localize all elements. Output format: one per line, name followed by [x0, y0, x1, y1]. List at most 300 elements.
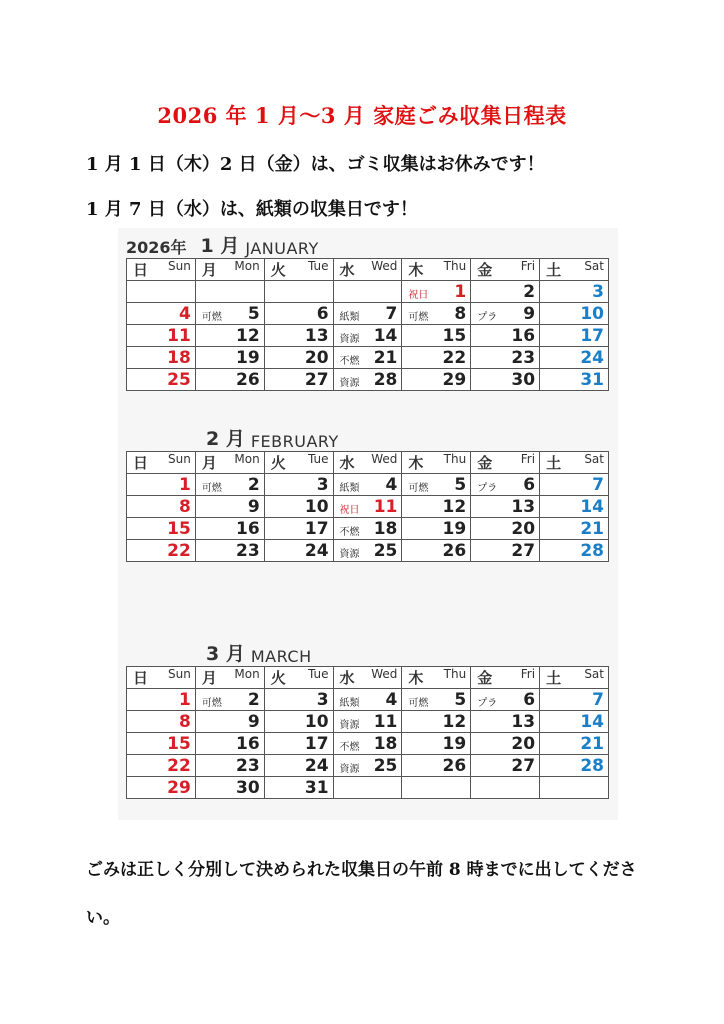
- day-cell: [264, 755, 333, 777]
- collection-label: 不燃: [339, 527, 360, 538]
- day-number: 16: [236, 518, 260, 539]
- day-number: 1: [179, 474, 191, 495]
- weekday-en: Sun: [168, 452, 191, 466]
- day-number: 10: [304, 496, 329, 517]
- day-number: 31: [304, 777, 329, 798]
- day-cell: [127, 689, 196, 711]
- week-row: [127, 777, 609, 799]
- collection-label: 可燃: [201, 698, 222, 709]
- week-row: [127, 496, 609, 518]
- weekday-header-friday: [471, 259, 540, 281]
- weekday-jp: 月: [201, 454, 217, 472]
- day-cell: [333, 755, 402, 777]
- day-number: 18: [373, 518, 398, 539]
- weekday-header-thursday: [402, 452, 471, 474]
- day-cell: [471, 303, 540, 325]
- calendar-march: [126, 640, 609, 799]
- weekday-jp: 金: [477, 261, 493, 279]
- day-number: 1: [454, 281, 467, 302]
- month-english: FEBRUARY: [250, 432, 339, 451]
- collection-label: 紙類: [339, 698, 360, 709]
- calendar-grid: [126, 451, 609, 562]
- weekday-jp: 水: [339, 261, 355, 279]
- day-number: 15: [442, 325, 467, 346]
- collection-label: 祝日: [408, 290, 429, 301]
- weekday-en: Tue: [308, 259, 329, 273]
- day-number: 2: [247, 689, 260, 710]
- weekday-en: Tue: [308, 452, 329, 466]
- weekday-header-monday: [195, 667, 264, 689]
- weekday-jp: 土: [546, 261, 562, 279]
- day-cell: [471, 777, 540, 799]
- day-cell: [195, 540, 264, 562]
- weekday-header-thursday: [402, 667, 471, 689]
- weekday-header-row: [127, 452, 609, 474]
- weekday-header-tuesday: [264, 259, 333, 281]
- weekday-jp: 火: [270, 261, 286, 279]
- day-number: 2: [523, 281, 536, 302]
- paper-collection-notice: 1 月 7 日（水）は、紙類の収集日です！: [86, 199, 418, 220]
- day-cell: [195, 325, 264, 347]
- day-number: 28: [580, 540, 604, 561]
- weekday-en: Mon: [234, 452, 260, 466]
- day-cell: [333, 325, 402, 347]
- day-number: 28: [580, 755, 604, 776]
- day-number: 24: [580, 347, 604, 368]
- weekday-header-wednesday: [333, 667, 402, 689]
- collection-label: 可燃: [201, 312, 222, 323]
- day-cell: [402, 518, 471, 540]
- day-cell: [471, 689, 540, 711]
- day-cell: [195, 496, 264, 518]
- weekday-jp: 日: [133, 669, 149, 687]
- day-cell: [402, 711, 471, 733]
- day-number: 21: [580, 518, 604, 539]
- day-cell: [333, 369, 402, 391]
- weekday-header-monday: [195, 259, 264, 281]
- day-number: 2: [247, 474, 260, 495]
- day-number: 31: [580, 369, 604, 390]
- day-cell: [333, 347, 402, 369]
- day-number: 9: [523, 303, 536, 324]
- month-label: 3 月: [206, 643, 245, 665]
- day-cell: [333, 711, 402, 733]
- day-cell: [127, 755, 196, 777]
- day-number: 13: [511, 711, 536, 732]
- day-number: 30: [236, 777, 260, 798]
- day-cell: [402, 325, 471, 347]
- day-number: 28: [373, 369, 398, 390]
- disposal-instructions: ごみは正しく分別して決められた収集日の午前 8 時までに出してください。: [86, 860, 637, 928]
- day-number: 22: [167, 755, 191, 776]
- day-cell: [402, 369, 471, 391]
- day-cell: [195, 711, 264, 733]
- day-number: 24: [304, 755, 329, 776]
- day-cell: [264, 325, 333, 347]
- weekday-en: Sat: [584, 452, 604, 466]
- day-number: 25: [373, 540, 398, 561]
- day-cell: [471, 369, 540, 391]
- week-row: [127, 369, 609, 391]
- day-cell: [540, 369, 609, 391]
- weekday-jp: 木: [408, 454, 424, 472]
- weekday-header-saturday: [540, 452, 609, 474]
- day-cell: [195, 303, 264, 325]
- week-row: [127, 474, 609, 496]
- day-cell: [471, 496, 540, 518]
- day-cell: [540, 689, 609, 711]
- calendar-february: [126, 425, 609, 562]
- day-cell: [127, 347, 196, 369]
- day-number: 7: [592, 689, 604, 710]
- weekday-en: Sun: [168, 667, 191, 681]
- day-cell: [127, 303, 196, 325]
- day-cell: [127, 474, 196, 496]
- day-number: 8: [179, 496, 191, 517]
- day-cell: [402, 689, 471, 711]
- day-number: 7: [592, 474, 604, 495]
- weekday-en: Wed: [371, 452, 398, 466]
- collection-label: 可燃: [408, 698, 429, 709]
- day-number: 7: [385, 303, 398, 324]
- day-cell: [540, 347, 609, 369]
- day-number: 5: [454, 689, 467, 710]
- weekday-header-monday: [195, 452, 264, 474]
- collection-label: 資源: [339, 549, 360, 560]
- day-number: 11: [373, 496, 398, 517]
- day-cell: [333, 303, 402, 325]
- week-row: [127, 518, 609, 540]
- day-number: 23: [236, 540, 260, 561]
- day-cell: [264, 496, 333, 518]
- day-number: 3: [316, 689, 329, 710]
- day-number: 8: [179, 711, 191, 732]
- day-cell: [540, 755, 609, 777]
- week-row: [127, 303, 609, 325]
- weekday-jp: 木: [408, 669, 424, 687]
- day-cell: [264, 474, 333, 496]
- day-number: 24: [304, 540, 329, 561]
- collection-label: 資源: [339, 764, 360, 775]
- day-number: 21: [373, 347, 398, 368]
- week-row: [127, 711, 609, 733]
- day-number: 14: [580, 711, 604, 732]
- day-cell: [540, 777, 609, 799]
- day-number: 1: [179, 689, 191, 710]
- weekday-jp: 金: [477, 669, 493, 687]
- collection-label: 可燃: [408, 483, 429, 494]
- weekday-header-row: [127, 259, 609, 281]
- day-number: 22: [167, 540, 191, 561]
- weekday-jp: 日: [133, 261, 149, 279]
- weekday-jp: 金: [477, 454, 493, 472]
- day-cell: [471, 347, 540, 369]
- weekday-header-friday: [471, 452, 540, 474]
- weekday-header-sunday: [127, 259, 196, 281]
- day-cell: [264, 733, 333, 755]
- day-cell: [127, 518, 196, 540]
- day-number: 26: [236, 369, 260, 390]
- weekday-header-row: [127, 667, 609, 689]
- day-cell: [471, 474, 540, 496]
- day-cell: [195, 689, 264, 711]
- day-number: 6: [523, 689, 536, 710]
- week-row: [127, 347, 609, 369]
- weekday-en: Thu: [443, 259, 467, 273]
- day-cell: [264, 711, 333, 733]
- day-cell: [127, 325, 196, 347]
- collection-label: 紙類: [339, 483, 360, 494]
- day-cell: [540, 518, 609, 540]
- day-cell: [264, 303, 333, 325]
- day-number: 13: [511, 496, 536, 517]
- weekday-en: Tue: [308, 667, 329, 681]
- day-number: 17: [304, 733, 329, 754]
- day-cell: [402, 733, 471, 755]
- day-number: 5: [247, 303, 260, 324]
- day-number: 14: [373, 325, 398, 346]
- day-number: 23: [236, 755, 260, 776]
- day-number: 14: [580, 496, 604, 517]
- day-cell: [264, 540, 333, 562]
- day-cell: [127, 369, 196, 391]
- day-cell: [333, 518, 402, 540]
- day-cell: [195, 369, 264, 391]
- month-label: 1 月: [200, 235, 240, 257]
- day-cell: [264, 689, 333, 711]
- day-cell: [471, 518, 540, 540]
- day-number: 20: [511, 733, 536, 754]
- month-english: MARCH: [250, 647, 312, 666]
- day-number: 16: [511, 325, 536, 346]
- weekday-jp: 木: [408, 261, 424, 279]
- collection-label: 資源: [339, 334, 360, 345]
- collection-label: 可燃: [201, 483, 222, 494]
- day-cell: [333, 689, 402, 711]
- calendar-header: [126, 232, 609, 258]
- day-number: 27: [511, 755, 536, 776]
- weekday-jp: 日: [133, 454, 149, 472]
- weekday-en: Wed: [371, 259, 398, 273]
- day-cell: [540, 281, 609, 303]
- collection-label: 祝日: [339, 505, 360, 516]
- weekday-header-tuesday: [264, 667, 333, 689]
- collection-label: プラ: [477, 483, 498, 494]
- weekday-en: Fri: [520, 452, 536, 466]
- day-number: 22: [442, 347, 467, 368]
- weekday-en: Sat: [584, 259, 604, 273]
- day-cell: [540, 711, 609, 733]
- collection-label: 不燃: [339, 742, 360, 753]
- day-number: 4: [385, 474, 398, 495]
- day-cell: [264, 369, 333, 391]
- weekday-jp: 水: [339, 454, 355, 472]
- weekday-jp: 火: [270, 454, 286, 472]
- month-label: 2 月: [206, 428, 245, 450]
- day-cell: [264, 281, 333, 303]
- weekday-header-saturday: [540, 667, 609, 689]
- day-number: 29: [167, 777, 191, 798]
- day-cell: [471, 755, 540, 777]
- collection-label: プラ: [477, 312, 498, 323]
- day-cell: [127, 496, 196, 518]
- day-number: 9: [247, 496, 260, 517]
- weekday-en: Sun: [168, 259, 191, 273]
- day-cell: [540, 474, 609, 496]
- collection-label: プラ: [477, 698, 498, 709]
- day-number: 9: [247, 711, 260, 732]
- weekday-header-tuesday: [264, 452, 333, 474]
- day-number: 11: [167, 325, 191, 346]
- weekday-en: Mon: [234, 259, 260, 273]
- day-number: 19: [442, 733, 467, 754]
- day-number: 19: [442, 518, 467, 539]
- collection-label: 可燃: [408, 312, 429, 323]
- day-number: 25: [167, 369, 191, 390]
- day-cell: [471, 325, 540, 347]
- weekday-jp: 月: [201, 669, 217, 687]
- year-label: 2026年: [126, 238, 187, 257]
- weekday-header-friday: [471, 667, 540, 689]
- weekday-en: Thu: [443, 667, 467, 681]
- calendar-grid: [126, 666, 609, 799]
- day-number: 8: [454, 303, 467, 324]
- day-cell: [127, 540, 196, 562]
- weekday-en: Thu: [443, 452, 467, 466]
- day-cell: [127, 733, 196, 755]
- weekday-jp: 月: [201, 261, 217, 279]
- day-number: 3: [592, 281, 604, 302]
- collection-label: 資源: [339, 720, 360, 731]
- day-number: 11: [373, 711, 398, 732]
- day-cell: [402, 540, 471, 562]
- day-number: 20: [304, 347, 329, 368]
- day-number: 25: [373, 755, 398, 776]
- day-number: 12: [442, 711, 467, 732]
- day-cell: [195, 518, 264, 540]
- day-cell: [195, 281, 264, 303]
- day-number: 4: [385, 689, 398, 710]
- week-row: [127, 689, 609, 711]
- day-cell: [333, 733, 402, 755]
- day-cell: [333, 540, 402, 562]
- day-number: 21: [580, 733, 604, 754]
- day-cell: [471, 281, 540, 303]
- day-cell: [333, 474, 402, 496]
- weekday-header-sunday: [127, 667, 196, 689]
- day-cell: [402, 281, 471, 303]
- weekday-en: Wed: [371, 667, 398, 681]
- day-cell: [471, 711, 540, 733]
- day-number: 29: [442, 369, 467, 390]
- weekday-header-thursday: [402, 259, 471, 281]
- month-english: JANUARY: [245, 239, 319, 258]
- calendar-header: [126, 640, 609, 666]
- page-title: 2026 年 1 月〜3 月 家庭ごみ収集日程表: [157, 103, 567, 128]
- day-number: 17: [304, 518, 329, 539]
- weekday-header-wednesday: [333, 452, 402, 474]
- day-number: 6: [316, 303, 329, 324]
- weekday-en: Mon: [234, 667, 260, 681]
- day-cell: [402, 474, 471, 496]
- day-number: 23: [511, 347, 536, 368]
- day-number: 10: [580, 303, 604, 324]
- day-cell: [471, 733, 540, 755]
- day-cell: [540, 325, 609, 347]
- day-number: 5: [454, 474, 467, 495]
- day-number: 13: [304, 325, 329, 346]
- day-cell: [195, 777, 264, 799]
- day-number: 12: [236, 325, 260, 346]
- weekday-en: Fri: [520, 259, 536, 273]
- weekday-jp: 土: [546, 669, 562, 687]
- day-number: 16: [236, 733, 260, 754]
- day-number: 15: [167, 733, 191, 754]
- day-number: 26: [442, 755, 467, 776]
- day-cell: [540, 733, 609, 755]
- week-row: [127, 733, 609, 755]
- day-cell: [195, 733, 264, 755]
- day-cell: [195, 755, 264, 777]
- weekday-en: Sat: [584, 667, 604, 681]
- day-number: 27: [511, 540, 536, 561]
- day-number: 20: [511, 518, 536, 539]
- day-cell: [127, 711, 196, 733]
- day-number: 6: [523, 474, 536, 495]
- day-cell: [402, 347, 471, 369]
- calendar-january: [126, 232, 609, 391]
- day-cell: [127, 777, 196, 799]
- calendar-grid: [126, 258, 609, 391]
- day-cell: [333, 496, 402, 518]
- week-row: [127, 281, 609, 303]
- collection-label: 資源: [339, 378, 360, 389]
- week-row: [127, 325, 609, 347]
- weekday-header-saturday: [540, 259, 609, 281]
- day-number: 27: [304, 369, 329, 390]
- day-number: 18: [167, 347, 191, 368]
- week-row: [127, 540, 609, 562]
- calendar-header: [126, 425, 609, 451]
- weekday-header-sunday: [127, 452, 196, 474]
- day-cell: [402, 303, 471, 325]
- day-cell: [540, 303, 609, 325]
- holiday-notice: 1 月 1 日（木）2 日（金）は、ゴミ収集はお休みです！: [86, 154, 545, 175]
- day-cell: [540, 496, 609, 518]
- weekday-header-wednesday: [333, 259, 402, 281]
- day-number: 15: [167, 518, 191, 539]
- day-number: 3: [316, 474, 329, 495]
- day-number: 17: [580, 325, 604, 346]
- day-cell: [264, 347, 333, 369]
- day-cell: [195, 474, 264, 496]
- day-number: 26: [442, 540, 467, 561]
- day-cell: [333, 777, 402, 799]
- day-cell: [264, 518, 333, 540]
- day-number: 10: [304, 711, 329, 732]
- day-number: 30: [511, 369, 536, 390]
- weekday-jp: 水: [339, 669, 355, 687]
- day-cell: [471, 540, 540, 562]
- weekday-jp: 土: [546, 454, 562, 472]
- day-cell: [127, 281, 196, 303]
- collection-label: 紙類: [339, 312, 360, 323]
- weekday-jp: 火: [270, 669, 286, 687]
- week-row: [127, 755, 609, 777]
- day-number: 4: [179, 303, 191, 324]
- day-number: 12: [442, 496, 467, 517]
- day-cell: [333, 281, 402, 303]
